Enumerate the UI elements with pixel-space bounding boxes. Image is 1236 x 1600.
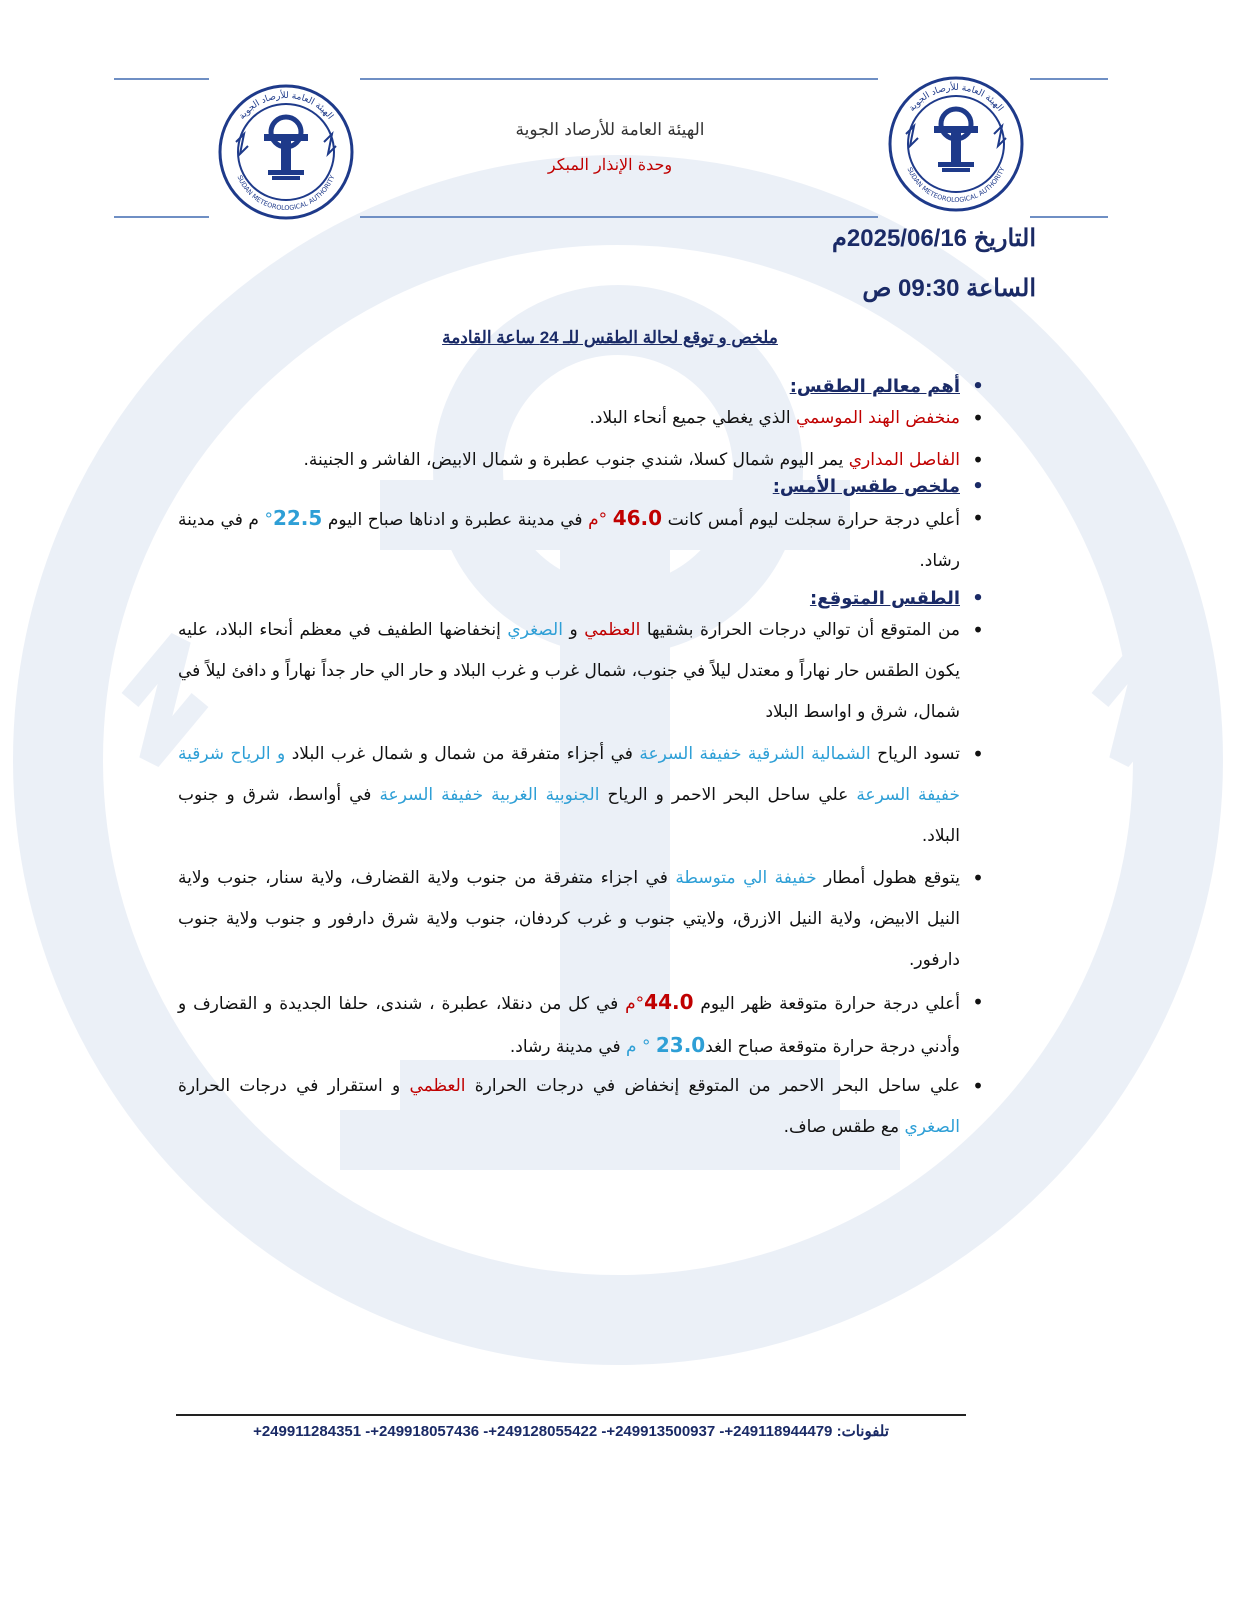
svg-text:الهيئة العامة للأرصاد الجوية: الهيئة العامة للأرصاد الجوية (907, 82, 1005, 114)
svg-text:SUDAN METEOROLOGICAL AUTHORITY: SUDAN METEOROLOGICAL AUTHORITY (235, 174, 337, 213)
list-item: • من المتوقع أن توالي درجات الحرارة بشقيها العظمي و الصغري إنخفاضها الطفيف في معظم أنحاء البلاد، عليه يكون الطقس حار نهاراً و معتدل ليلاً في جنوب، شمال غرب و غرب البلاد و حار الي حار جداً نهاراً و دافئ ليلاً في شمال، شرق و اواسط البلاد (178, 610, 988, 733)
bullet-icon: • (972, 742, 984, 766)
date-value: 2025/06/16م (832, 225, 968, 252)
time-label: الساعة (966, 275, 1036, 302)
date-line (832, 224, 1036, 253)
org-name: الهيئة العامة للأرصاد الجوية (515, 120, 705, 140)
authority-emblem-icon (886, 74, 1026, 214)
bullet-icon: • (972, 1074, 984, 1098)
date-label: التاريخ (973, 225, 1036, 252)
bullet-icon: • (972, 866, 984, 890)
phones-label: تلفونات: (836, 1423, 889, 1440)
bullet-icon: • (972, 376, 984, 397)
features-heading: • أهم معالم الطقس: (178, 376, 988, 397)
authority-emblem-icon (216, 82, 356, 222)
footer-divider (176, 1414, 966, 1416)
phones-list: +249911284351 -+249918057436 -+249128055422 -+249913500937 -+249118944479 (253, 1423, 833, 1440)
list-item: • منخفض الهند الموسمي الذي يغطي جميع أنحاء البلاد. (178, 398, 988, 439)
forecast-heading: • الطقس المتوقع: (178, 588, 988, 609)
right-logo (886, 74, 1026, 214)
bullet-icon: • (972, 406, 984, 430)
bullet-icon: • (972, 990, 984, 1014)
time-value: 09:30 ص (862, 275, 960, 302)
list-item: • علي ساحل البحر الاحمر من المتوقع إنخفاض في درجات الحرارة العظمي و استقرار في درجات الحرارة الصغري مع طقس صاف. (178, 1066, 988, 1148)
bullet-icon: • (972, 506, 984, 530)
list-item: • الفاصل المداري يمر اليوم شمال كسلا، شندي جنوب عطبرة و شمال الابيض، الفاشر و الجنينة. (178, 440, 988, 481)
list-item: • أعلي درجة حرارة سجلت ليوم أمس كانت 46.0 °م في مدينة عطبرة و ادناها صباح اليوم 22.5° م في مدينة رشاد. (178, 498, 988, 582)
left-logo (216, 82, 356, 222)
svg-text:الهيئة العامة للأرصاد الجوية: الهيئة العامة للأرصاد الجوية (237, 90, 335, 122)
time-line (862, 274, 1036, 303)
list-item: • يتوقع هطول أمطار خفيفة الي متوسطة في اجزاء متفرقة من جنوب ولاية القضارف، ولاية سنار، جنوب ولاية النيل الابيض، ولاية النيل الازرق، ولايتي جنوب و غرب كردفان، جنوب ولاية شرق دارفور و جنوب ولاية جنوب دارفور. (178, 858, 988, 981)
bullet-icon: • (972, 476, 984, 497)
svg-text:SUDAN METEOROLOGICAL AUTHORITY: SUDAN METEOROLOGICAL AUTHORITY (905, 166, 1007, 205)
bullet-icon: • (972, 448, 984, 472)
bullet-icon: • (972, 618, 984, 642)
list-item: • أعلي درجة حرارة متوقعة ظهر اليوم 44.0°م في كل من دنقلا، عطبرة ، شندى، حلفا الجديدة و القضارف و وأدني درجة حرارة متوقعة صباح الغد23.0 ° م في مدينة رشاد. (178, 982, 988, 1068)
unit-name: وحدة الإنذار المبكر (547, 155, 673, 174)
list-item: • تسود الرياح الشمالية الشرقية خفيفة السرعة في أجزاء متفرقة من شمال و شمال غرب البلاد و الرياح شرقية خفيفة السرعة علي ساحل البحر الاحمر و الرياح الجنوبية الغربية خفيفة السرعة في أواسط، شرق و جنوب البلاد. (178, 734, 988, 857)
yesterday-heading: • ملخص طقس الأمس: (178, 476, 988, 497)
page-title: ملخص و توقع لحالة الطقس للـ 24 ساعة القادمة (442, 328, 778, 347)
footer-phones (176, 1422, 966, 1440)
bullet-icon: • (972, 588, 984, 609)
